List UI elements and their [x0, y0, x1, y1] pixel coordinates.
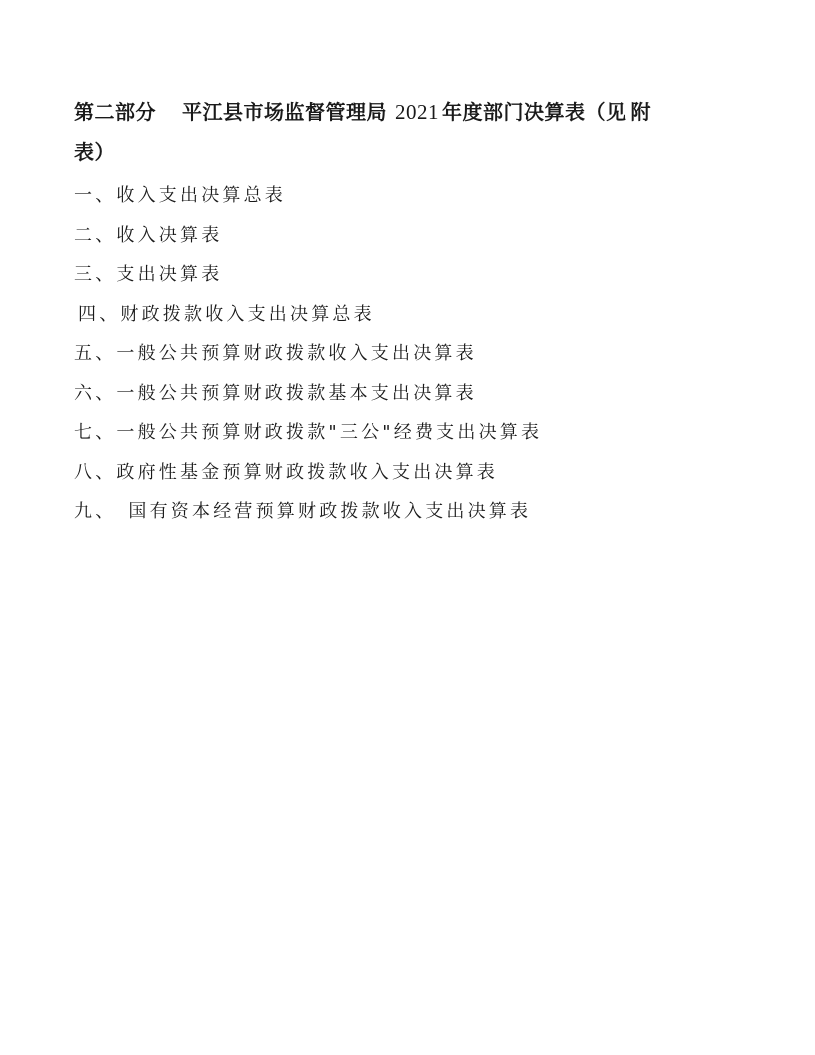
list-item: [74, 176, 754, 216]
heading-part-label: 第二部分: [74, 100, 156, 124]
list-item-label: 收入支出决算总表: [116, 185, 287, 206]
table-list: [74, 176, 754, 532]
heading-line-1: [74, 92, 734, 132]
list-item-number: 六、: [74, 382, 117, 404]
list-item: [74, 255, 754, 295]
list-item-number: 四、: [78, 303, 121, 325]
list-item: [74, 453, 754, 493]
list-item: [74, 413, 754, 453]
list-item: [74, 334, 754, 374]
heading-title-tail: 年度部门决算表（见: [442, 100, 627, 124]
heading-agency-name: 平江县市场监督管理局: [182, 100, 387, 124]
heading-attach: 附: [630, 100, 651, 124]
list-item-label: 国有资本经营预算财政拨款收入支出决算表: [128, 501, 532, 522]
list-item: [74, 295, 754, 335]
list-item-label: 收入决算表: [116, 224, 223, 246]
list-item-label: 一般公共预算财政拨款基本支出决算表: [116, 382, 477, 404]
list-item-label: 政府性基金预算财政拨款收入支出决算表: [116, 461, 499, 483]
section-heading: [74, 92, 734, 172]
list-item-label: 支出决算表: [116, 264, 223, 285]
list-item-number: 八、: [74, 461, 117, 483]
list-item-number: 九、: [74, 501, 117, 522]
list-item-number: 三、: [74, 264, 117, 285]
list-item-number: 一、: [74, 185, 117, 206]
heading-line-2: 表）: [74, 140, 115, 164]
list-item-number: 七、: [74, 422, 117, 443]
list-item-number: 五、: [74, 343, 117, 364]
list-item-label: 一般公共预算财政拨款"三公"经费支出决算表: [116, 422, 543, 443]
list-item-number: 二、: [74, 224, 117, 246]
list-item-label: 财政拨款收入支出决算总表: [120, 303, 375, 325]
list-item-label: 一般公共预算财政拨款收入支出决算表: [116, 343, 477, 364]
list-item: [74, 216, 754, 256]
heading-year: 2021: [395, 100, 439, 124]
list-item: [74, 492, 754, 532]
list-item: [74, 374, 754, 414]
